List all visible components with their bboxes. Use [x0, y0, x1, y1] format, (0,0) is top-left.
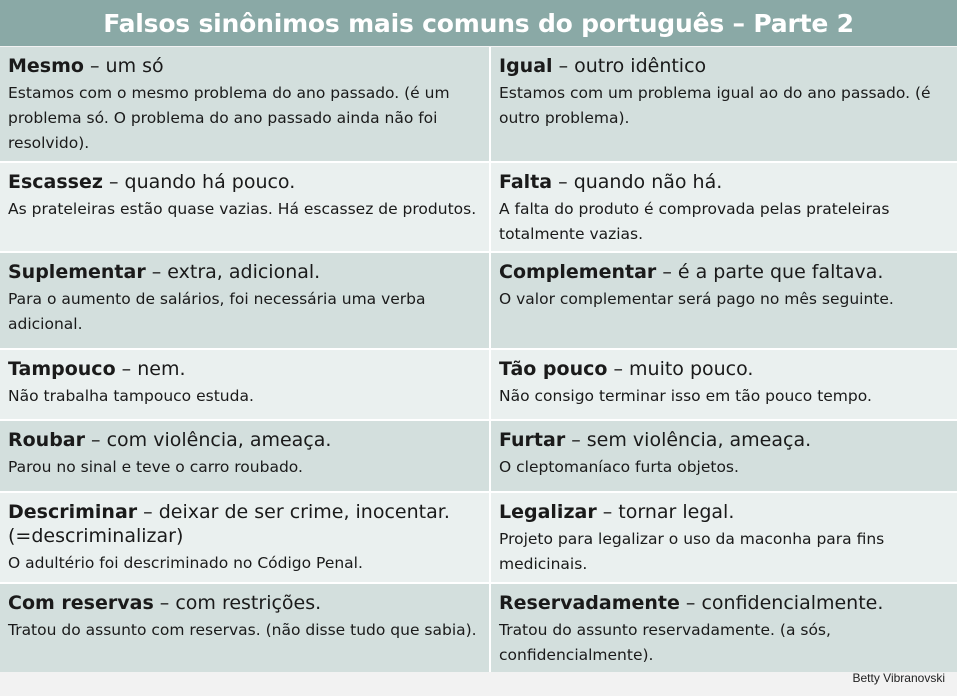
entry-example: Não trabalha tampouco estuda.: [8, 387, 254, 405]
entry-term: Falta: [499, 171, 553, 193]
entry-heading: [8, 357, 481, 381]
entry-meaning: – sem violência, ameaça.: [565, 429, 812, 451]
title-bar: [0, 0, 957, 46]
table-cell-right: [491, 350, 957, 419]
entry-heading: [499, 260, 951, 284]
entry-term: Tampouco: [8, 358, 116, 380]
entry-example: Projeto para legalizar o uso da maconha para fins medicinais.: [499, 530, 885, 573]
entry-term: Tão pouco: [499, 358, 608, 380]
entry-term: Descriminar: [8, 501, 138, 523]
entry-heading: [8, 428, 481, 452]
entry-meaning: – deixar de ser crime, inocentar. (=descriminalizar): [8, 501, 450, 547]
entry-heading: [8, 591, 481, 615]
entry-heading: [499, 170, 951, 194]
entry-meaning: – tornar legal.: [596, 501, 735, 523]
entry-example: Para o aumento de salários, foi necessária uma verba adicional.: [8, 290, 426, 333]
entry-example: O valor complementar será pago no mês seguinte.: [499, 290, 894, 308]
entry-term: Legalizar: [499, 501, 597, 523]
entry-heading: [8, 170, 481, 194]
entry-heading: [8, 260, 481, 284]
table-cell-left: [0, 584, 489, 672]
table-cell-left: [0, 493, 489, 582]
entry-meaning: – confidencialmente.: [679, 592, 884, 614]
table-cell-left: [0, 163, 489, 251]
page-title: Falsos sinônimos mais comuns do português – Parte 2: [103, 8, 854, 38]
entry-example: Estamos com um problema igual ao do ano passado. (é outro problema).: [499, 84, 931, 127]
entry-example: Parou no sinal e teve o carro roubado.: [8, 458, 303, 476]
entry-heading: [499, 54, 951, 78]
entry-meaning: – outro idêntico: [552, 55, 707, 77]
entry-meaning: – muito pouco.: [607, 358, 754, 380]
entry-term: Com reservas: [8, 592, 154, 614]
entry-heading: [8, 500, 481, 548]
entry-term: Mesmo: [8, 55, 84, 77]
entry-term: Igual: [499, 55, 553, 77]
entry-meaning: – um só: [83, 55, 164, 77]
table-cell-right: [491, 584, 957, 672]
entry-term: Complementar: [499, 261, 657, 283]
entry-meaning: – com violência, ameaça.: [85, 429, 332, 451]
entry-term: Furtar: [499, 429, 566, 451]
table-cell-left: [0, 421, 489, 491]
entry-meaning: – nem.: [115, 358, 186, 380]
entry-meaning: – é a parte que faltava.: [656, 261, 884, 283]
synonyms-table: [0, 47, 957, 672]
table-cell-right: [491, 163, 957, 251]
entry-term: Roubar: [8, 429, 86, 451]
table-cell-right: [491, 253, 957, 348]
entry-term: Suplementar: [8, 261, 146, 283]
entry-heading: [499, 428, 951, 452]
table-cell-left: [0, 253, 489, 348]
entry-meaning: – com restrições.: [153, 592, 322, 614]
entry-meaning: – quando há pouco.: [102, 171, 296, 193]
entry-heading: [499, 500, 951, 524]
entry-example: Tratou do assunto reservadamente. (a sós, confidencialmente).: [499, 621, 831, 664]
entry-meaning: – extra, adicional.: [145, 261, 321, 283]
entry-example: O cleptomaníaco furta objetos.: [499, 458, 739, 476]
entry-heading: [499, 357, 951, 381]
entry-example: O adultério foi descriminado no Código Penal.: [8, 554, 363, 572]
entry-example: Tratou do assunto com reservas. (não disse tudo que sabia).: [8, 621, 477, 639]
table-cell-right: [491, 421, 957, 491]
entry-term: Escassez: [8, 171, 103, 193]
entry-heading: [499, 591, 951, 615]
entry-example: Estamos com o mesmo problema do ano passado. (é um problema só. O problema do ano passado ainda não foi resolvido).: [8, 84, 450, 152]
table-cell-right: [491, 47, 957, 161]
entry-term: Reservadamente: [499, 592, 680, 614]
entry-example: A falta do produto é comprovada pelas prateleiras totalmente vazias.: [499, 200, 890, 243]
author-credit: Betty Vibranovski: [852, 671, 945, 685]
table-cell-left: [0, 47, 489, 161]
entry-meaning: – quando não há.: [552, 171, 723, 193]
table-cell-right: [491, 493, 957, 582]
entry-heading: [8, 54, 481, 78]
entry-example: Não consigo terminar isso em tão pouco tempo.: [499, 387, 872, 405]
entry-example: As prateleiras estão quase vazias. Há escassez de produtos.: [8, 200, 477, 218]
table-cell-left: [0, 350, 489, 419]
